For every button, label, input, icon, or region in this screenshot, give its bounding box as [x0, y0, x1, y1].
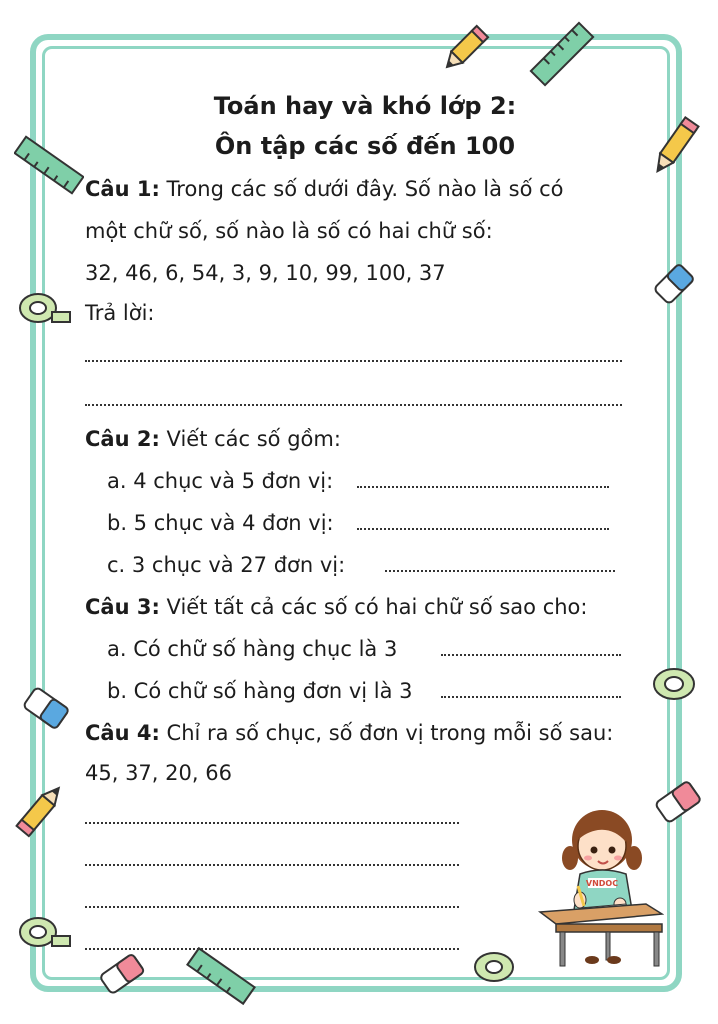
q3-item-a-text: a. Có chữ số hàng chục là 3 — [107, 637, 398, 661]
q2-item-b-answer-line[interactable] — [357, 526, 609, 530]
q3-item-a — [107, 634, 397, 664]
q4-label: Câu 4: — [85, 721, 160, 745]
q2-item-a-text: a. 4 chục và 5 đơn vị: — [107, 469, 334, 493]
ruler-icon — [528, 20, 596, 88]
q3-line — [85, 592, 587, 622]
q3-text: Viết tất cả các số có hai chữ số sao cho: — [159, 595, 588, 619]
q2-item-b — [107, 508, 334, 538]
q2-item-c — [107, 550, 345, 580]
q1-text-line-1: Trong các số dưới đây. Số nào là số có — [159, 177, 564, 201]
tape-icon — [470, 948, 526, 986]
q4-numbers: 45, 37, 20, 66 — [85, 761, 232, 785]
q3-item-a-answer-line[interactable] — [441, 652, 621, 656]
title-line-2: Ôn tập các số đến 100 — [214, 132, 516, 160]
q1-line-1 — [85, 174, 563, 204]
ruler-icon — [14, 130, 84, 200]
tape-icon — [16, 912, 72, 952]
eraser-icon — [18, 680, 74, 736]
q2-label: Câu 2: — [85, 427, 160, 451]
q1-numbers: 32, 46, 6, 54, 3, 9, 10, 99, 100, 37 — [85, 261, 446, 285]
tape-icon — [648, 664, 708, 704]
eraser-icon — [96, 948, 148, 1000]
q2-line — [85, 424, 341, 454]
q1-answer-line-2[interactable] — [85, 402, 622, 406]
q3-label: Câu 3: — [85, 595, 160, 619]
q2-text: Viết các số gồm: — [159, 427, 341, 451]
pencil-icon — [12, 776, 72, 840]
q2-item-c-answer-line[interactable] — [385, 568, 615, 572]
tape-icon — [16, 290, 72, 326]
q1-label: Câu 1: — [85, 177, 160, 201]
q4-answer-line-2[interactable] — [85, 862, 459, 866]
eraser-icon — [648, 258, 700, 310]
q1-answer-line-1[interactable] — [85, 358, 622, 362]
q2-item-b-text: b. 5 chục và 4 đơn vị: — [107, 511, 334, 535]
q4-line — [85, 718, 613, 748]
q2-item-c-text: c. 3 chục và 27 đơn vị: — [107, 553, 346, 577]
q2-item-a-answer-line[interactable] — [357, 484, 609, 488]
q3-item-b — [107, 676, 413, 706]
girl-at-desk-illustration — [536, 800, 664, 972]
q3-item-b-answer-line[interactable] — [441, 694, 621, 698]
q2-item-a — [107, 466, 333, 496]
q4-text: Chỉ ra số chục, số đơn vị trong mỗi số sau: — [159, 721, 614, 745]
q1-answer-label: Trả lời: — [85, 301, 155, 325]
q4-answer-line-1[interactable] — [85, 820, 459, 824]
ruler-icon — [186, 944, 256, 1008]
title-line-1: Toán hay và khó lớp 2: — [213, 92, 517, 120]
q3-item-b-text: b. Có chữ số hàng đơn vị là 3 — [107, 679, 413, 703]
pencil-icon — [436, 22, 492, 78]
pencil-icon — [642, 114, 704, 184]
q4-answer-line-3[interactable] — [85, 904, 459, 908]
logo-text: VNDOC — [585, 879, 619, 888]
q1-text-line-2: một chữ số, số nào là số có hai chữ số: — [85, 219, 493, 243]
